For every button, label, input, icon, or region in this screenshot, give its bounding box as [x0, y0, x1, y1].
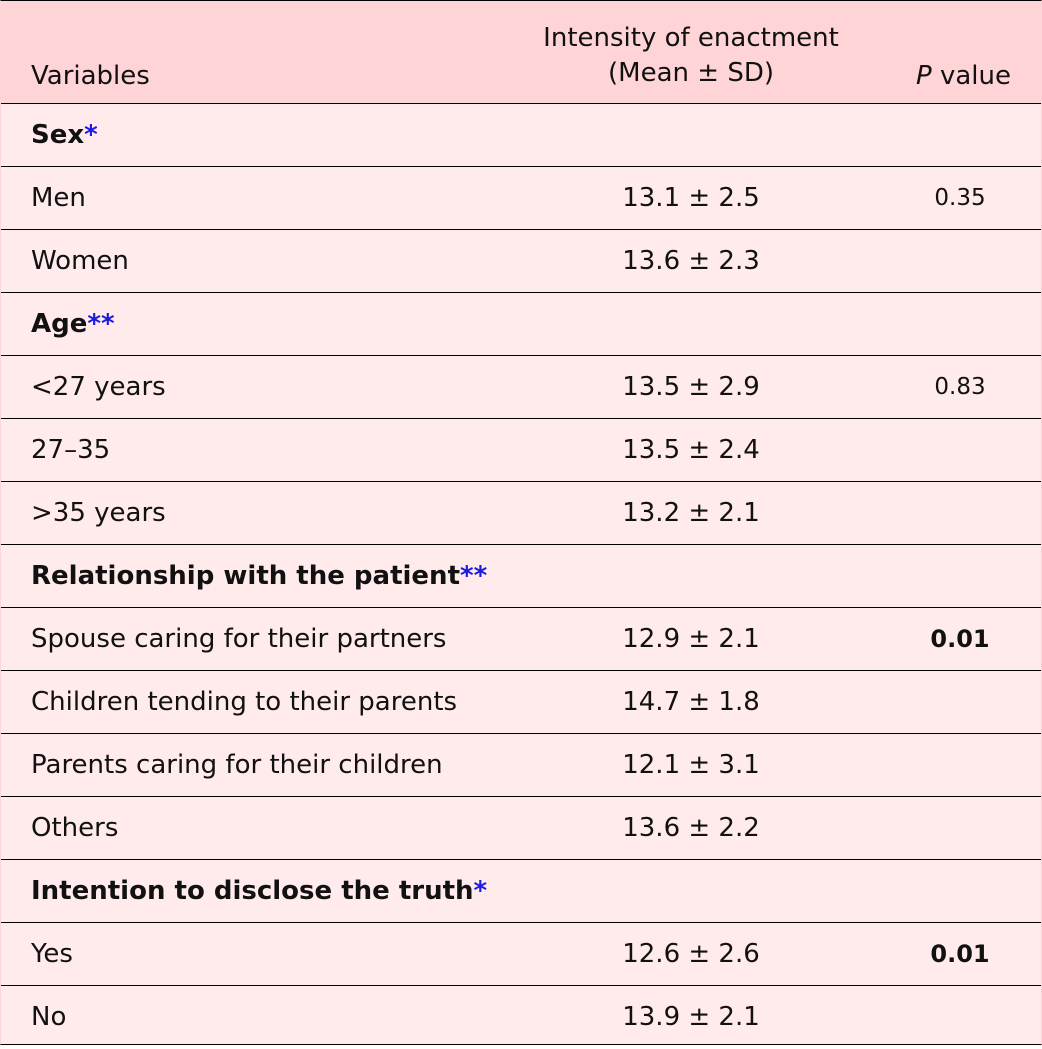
- variable-label: 27–35: [31, 435, 111, 465]
- variable-cell: [31, 167, 86, 229]
- header-intensity: [515, 21, 867, 91]
- header-p-value: [916, 59, 1011, 94]
- variable-label: Women: [31, 246, 129, 276]
- p-value-cell: 0.01: [930, 625, 990, 653]
- table-row: [1, 482, 1041, 545]
- group-label: [31, 545, 487, 607]
- table-row: [1, 671, 1041, 734]
- variable-cell: [31, 923, 73, 985]
- intensity-cell: 13.6 ± 2.3: [622, 246, 760, 276]
- variable-label: Age: [31, 309, 88, 339]
- p-value-cell: [869, 419, 1042, 481]
- variable-label: Spouse caring for their partners: [31, 624, 447, 654]
- table-row: [1, 734, 1041, 797]
- variable-label: <27 years: [31, 372, 166, 402]
- variable-label: Children tending to their parents: [31, 687, 458, 717]
- variable-label: Yes: [31, 939, 73, 969]
- variable-cell: [31, 482, 166, 544]
- intensity-cell: 14.7 ± 1.8: [622, 687, 760, 717]
- table-row: [1, 356, 1041, 419]
- variable-label: Others: [31, 813, 119, 843]
- intensity-cell: 13.1 ± 2.5: [622, 183, 760, 213]
- group-row: [1, 860, 1041, 923]
- table-row: [1, 986, 1041, 1049]
- variable-label: >35 years: [31, 498, 166, 528]
- intensity-cell: 12.6 ± 2.6: [622, 939, 760, 969]
- table-row: [1, 923, 1041, 986]
- variable-label: Intention to disclose the truth: [31, 876, 474, 906]
- header-intensity-line1: Intensity of enactment: [543, 23, 839, 53]
- variable-label: Sex: [31, 120, 85, 150]
- group-row: [1, 104, 1041, 167]
- variable-cell: [31, 356, 166, 418]
- table-row: [1, 797, 1041, 860]
- variable-cell: [31, 734, 443, 796]
- p-value-cell: 0.83: [934, 374, 986, 400]
- intensity-cell: 13.6 ± 2.2: [622, 813, 760, 843]
- variable-label: Parents caring for their children: [31, 750, 443, 780]
- p-value-cell: [869, 986, 1042, 1048]
- footnote-marker: **: [87, 309, 115, 339]
- group-row: [1, 545, 1041, 608]
- group-row: [1, 293, 1041, 356]
- footnote-marker: *: [473, 876, 488, 906]
- header-p-italic: P: [916, 61, 932, 91]
- p-value-cell: [869, 230, 1042, 292]
- variable-cell: [31, 419, 110, 481]
- p-value-cell: [869, 797, 1042, 859]
- variable-cell: [31, 230, 129, 292]
- table-row: [1, 608, 1041, 671]
- table-row: [1, 419, 1041, 482]
- p-value-cell: [869, 482, 1042, 544]
- p-value-cell: [869, 734, 1042, 796]
- intensity-cell: 12.1 ± 3.1: [622, 750, 760, 780]
- variable-cell: [31, 671, 457, 733]
- table-header: [1, 1, 1041, 104]
- variable-cell: [31, 986, 66, 1048]
- variable-label: No: [31, 1002, 67, 1032]
- p-value-cell: [869, 671, 1042, 733]
- p-value-cell: 0.01: [930, 940, 990, 968]
- variable-label: Men: [31, 183, 86, 213]
- header-p-rest: value: [931, 61, 1011, 91]
- group-label: [31, 104, 98, 166]
- footnote-marker: *: [84, 120, 98, 150]
- footnote-marker: **: [460, 561, 488, 591]
- intensity-cell: 13.2 ± 2.1: [622, 498, 760, 528]
- variable-cell: [31, 608, 446, 670]
- table-row: [1, 230, 1041, 293]
- variable-label: Relationship with the patient: [31, 561, 460, 591]
- intensity-cell: 13.5 ± 2.9: [622, 372, 760, 402]
- table-row: [1, 167, 1041, 230]
- header-variables: Variables: [31, 61, 150, 91]
- group-label: [31, 860, 487, 922]
- intensity-cell: 13.9 ± 2.1: [622, 1002, 760, 1032]
- intensity-cell: 12.9 ± 2.1: [622, 624, 760, 654]
- variable-cell: [31, 797, 118, 859]
- group-label: [31, 293, 115, 355]
- header-intensity-line2: (Mean ± SD): [608, 58, 774, 88]
- intensity-cell: 13.5 ± 2.4: [622, 435, 760, 465]
- p-value-cell: 0.35: [934, 185, 986, 211]
